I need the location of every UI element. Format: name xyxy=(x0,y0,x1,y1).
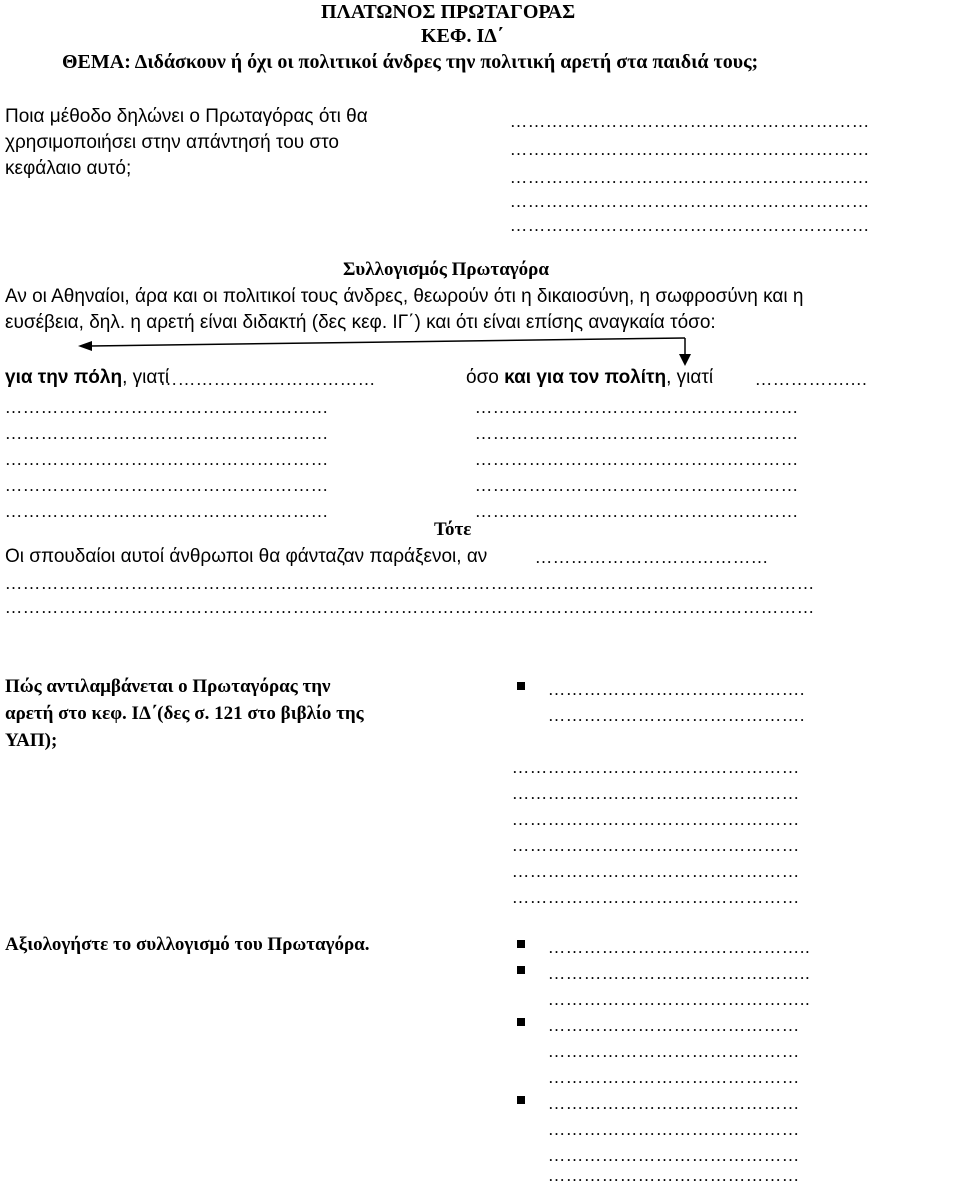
syllogism-line-2: ευσέβεια, δηλ. η αρετή είναι διδακτή (δες κεφ. ΙΓ΄) και ότι είναι επίσης αναγκαία τόσο: xyxy=(5,312,716,333)
q3-answer-line[interactable]: …………………………………… xyxy=(548,1016,800,1035)
q2-line-1: Πώς αντιλαμβάνεται ο Πρωταγόρας την xyxy=(5,676,331,697)
q1-answer-line[interactable]: …………………………………………………… xyxy=(510,140,870,159)
chapter-label: ΚΕΦ. ΙΔ΄ xyxy=(421,25,504,47)
q2-answer-line[interactable]: ………………………………………… xyxy=(512,784,800,803)
q2-answer-line[interactable]: ……………………………………. xyxy=(548,706,806,725)
q2-line-3: ΥΑΠ); xyxy=(5,730,58,751)
q1-answer-line[interactable]: …………………………………………………… xyxy=(510,216,870,235)
q3-answer-line[interactable]: …………………………………….. xyxy=(548,964,811,983)
citizen-label: και για τον πολίτη xyxy=(504,367,667,388)
left-answer-line[interactable]: ……………………………………………… xyxy=(5,476,329,495)
right-answer-line[interactable]: …………….… xyxy=(755,370,869,389)
q1-line-2: χρησιμοποιήσει στην απάντησή του στο xyxy=(5,132,339,153)
q2-answer-line[interactable]: ………………………………………… xyxy=(512,836,800,855)
q2-answer-line[interactable]: ………………………………………… xyxy=(512,758,800,777)
q3-answer-line[interactable]: …………………………………… xyxy=(548,1094,800,1113)
q3-text: Αξιολογήστε το συλλογισμό του Πρωταγόρα. xyxy=(5,934,370,955)
syllogism-heading: Συλλογισμός Πρωταγόρα xyxy=(343,259,549,280)
left-answer-line[interactable]: ……………………………… xyxy=(160,370,376,389)
bullet-icon xyxy=(517,1096,525,1104)
right-answer-line[interactable]: ……………………………………………… xyxy=(475,398,799,417)
bullet-icon xyxy=(517,966,525,974)
q3-answer-line[interactable]: …………………………………….. xyxy=(548,938,811,957)
right-because: , γιατί xyxy=(666,367,714,388)
q1-answer-line[interactable]: …………………………………………………… xyxy=(510,192,870,211)
q1-answer-line[interactable]: …………………………………………………… xyxy=(510,168,870,187)
then-answer-line[interactable]: ………………………………… xyxy=(535,548,769,567)
q3-answer-line[interactable]: …………………………………… xyxy=(548,1146,800,1165)
right-branch-label xyxy=(466,366,713,389)
left-answer-line[interactable]: ……………………………………………… xyxy=(5,502,329,521)
city-label: για την πόλη xyxy=(5,367,123,388)
left-answer-line[interactable]: ……………………………………………… xyxy=(5,424,329,443)
q2-answer-line[interactable]: ………………………………………… xyxy=(512,810,800,829)
right-answer-line[interactable]: ……………………………………………… xyxy=(475,476,799,495)
right-answer-line[interactable]: ……………………………………………… xyxy=(475,502,799,521)
right-answer-line[interactable]: ……………………………………………… xyxy=(475,424,799,443)
q3-answer-line[interactable]: …………………………………… xyxy=(548,1068,800,1087)
bullet-icon xyxy=(517,940,525,948)
then-heading: Τότε xyxy=(434,519,472,540)
left-answer-line[interactable]: ……………………………………………… xyxy=(5,450,329,469)
q3-answer-line[interactable]: …………………………………… xyxy=(548,1120,800,1139)
left-answer-line[interactable]: ……………………………………………… xyxy=(5,398,329,417)
q3-answer-line[interactable]: …………………………………… xyxy=(548,1042,800,1061)
document-title: ΠΛΑΤΩΝΟΣ ΠΡΩΤΑΓΟΡΑΣ xyxy=(321,1,576,23)
q2-answer-line[interactable]: ………………………………………… xyxy=(512,888,800,907)
then-answer-line[interactable]: ……………………………………………………………………………………………………………………… xyxy=(5,574,815,593)
left-because: , γιατί xyxy=(122,367,170,388)
bullet-icon xyxy=(517,1018,525,1026)
q3-answer-line[interactable]: …………………………………….. xyxy=(548,990,811,1009)
q2-line-2: αρετή στο κεφ. ΙΔ΄(δες σ. 121 στο βιβλίο της xyxy=(5,703,364,724)
syllogism-line-1: Αν οι Αθηναίοι, άρα και οι πολιτικοί τους άνδρες, θεωρούν ότι η δικαιοσύνη, η σωφροσύνη και η xyxy=(5,286,804,307)
bullet-icon xyxy=(517,682,525,690)
right-pre: όσο xyxy=(466,367,505,388)
q3-answer-line[interactable]: …………………………………… xyxy=(548,1166,800,1185)
then-answer-line[interactable]: ……………………………………………………………………………………………………………………… xyxy=(5,598,815,617)
q1-answer-line[interactable]: …………………………………………………… xyxy=(510,112,870,131)
q2-answer-line[interactable]: ………………………………………… xyxy=(512,862,800,881)
q2-answer-line[interactable]: ……………………………………. xyxy=(548,680,806,699)
q1-line-3: κεφάλαιο αυτό; xyxy=(5,158,132,179)
q1-line-1: Ποια μέθοδο δηλώνει ο Πρωταγόρας ότι θα xyxy=(5,106,368,127)
theme-line: ΘΕΜΑ: Διδάσκουν ή όχι οι πολιτικοί άνδρες την πολιτική αρετή στα παιδιά τους; xyxy=(62,51,759,73)
left-branch-label xyxy=(5,366,169,389)
then-line: Οι σπουδαίοι αυτοί άνθρωποι θα φάνταζαν παράξενοι, αν xyxy=(5,546,488,567)
right-answer-line[interactable]: ……………………………………………… xyxy=(475,450,799,469)
